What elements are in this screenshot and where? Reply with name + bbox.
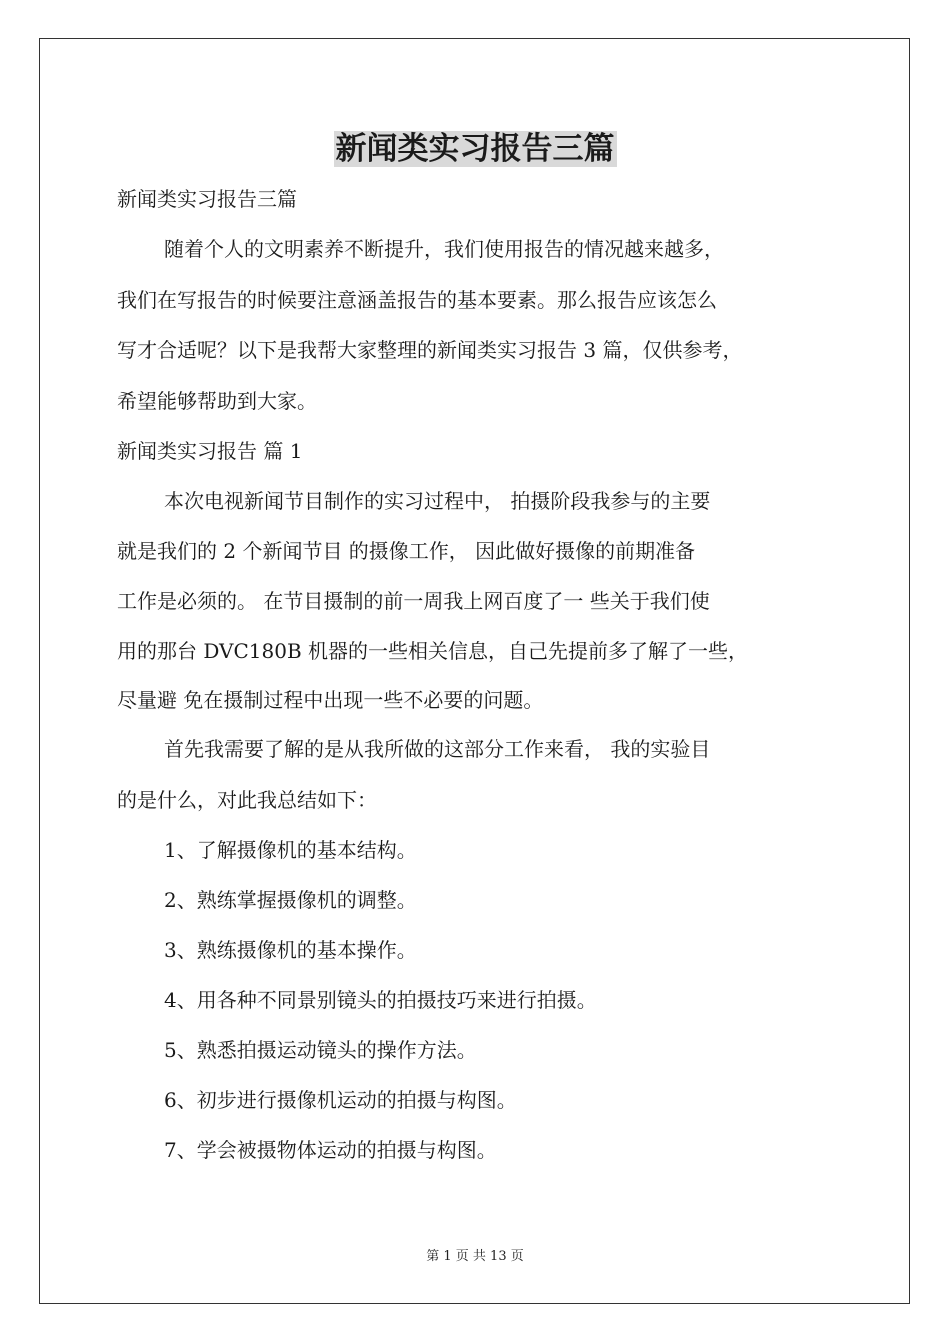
list-item: 3、熟练摄像机的基本操作。 xyxy=(164,938,417,962)
list-item: 4、用各种不同景别镜头的拍摄技巧来进行拍摄。 xyxy=(164,988,597,1012)
paragraph-line: 的是什么，对此我总结如下： xyxy=(117,788,377,812)
paragraph-line: 工作是必须的。 在节目摄制的前一周我上网百度了一 些关于我们使 xyxy=(117,589,710,613)
document-title xyxy=(0,127,950,171)
paragraph-line: 希望能够帮助到大家。 xyxy=(117,389,317,413)
list-item: 1、了解摄像机的基本结构。 xyxy=(164,838,417,862)
page-border xyxy=(39,38,910,1304)
paragraph-line: 本次电视新闻节目制作的实习过程中， 拍摄阶段我参与的主要 xyxy=(164,489,711,513)
paragraph-line: 就是我们的 2 个新闻节目 的摄像工作， 因此做好摄像的前期准备 xyxy=(117,539,696,563)
page-number-footer: 第 1 页 共 13 页 xyxy=(426,1249,524,1264)
list-item: 5、熟悉拍摄运动镜头的操作方法。 xyxy=(164,1038,477,1062)
paragraph-line: 写才合适呢？以下是我帮大家整理的新闻类实习报告 3 篇，仅供参考， xyxy=(117,338,743,362)
list-item: 2、熟练掌握摄像机的调整。 xyxy=(164,888,417,912)
list-item: 6、初步进行摄像机运动的拍摄与构图。 xyxy=(164,1088,517,1112)
paragraph-line: 尽量避 免在摄制过程中出现一些不必要的问题。 xyxy=(117,688,544,712)
paragraph-line: 首先我需要了解的是从我所做的这部分工作来看， 我的实验目 xyxy=(164,737,711,761)
paragraph-line: 用的那台 DVC180B 机器的一些相关信息，自己先提前多了解了一些， xyxy=(117,639,749,663)
section-heading: 新闻类实习报告 篇 1 xyxy=(117,439,303,463)
subtitle-line: 新闻类实习报告三篇 xyxy=(117,187,297,211)
list-item: 7、学会被摄物体运动的拍摄与构图。 xyxy=(164,1138,497,1162)
paragraph-line: 随着个人的文明素养不断提升，我们使用报告的情况越来越多， xyxy=(164,237,724,261)
document-title-text: 新闻类实习报告三篇 xyxy=(335,131,615,167)
paragraph-line: 我们在写报告的时候要注意涵盖报告的基本要素。那么报告应该怎么 xyxy=(117,288,717,312)
